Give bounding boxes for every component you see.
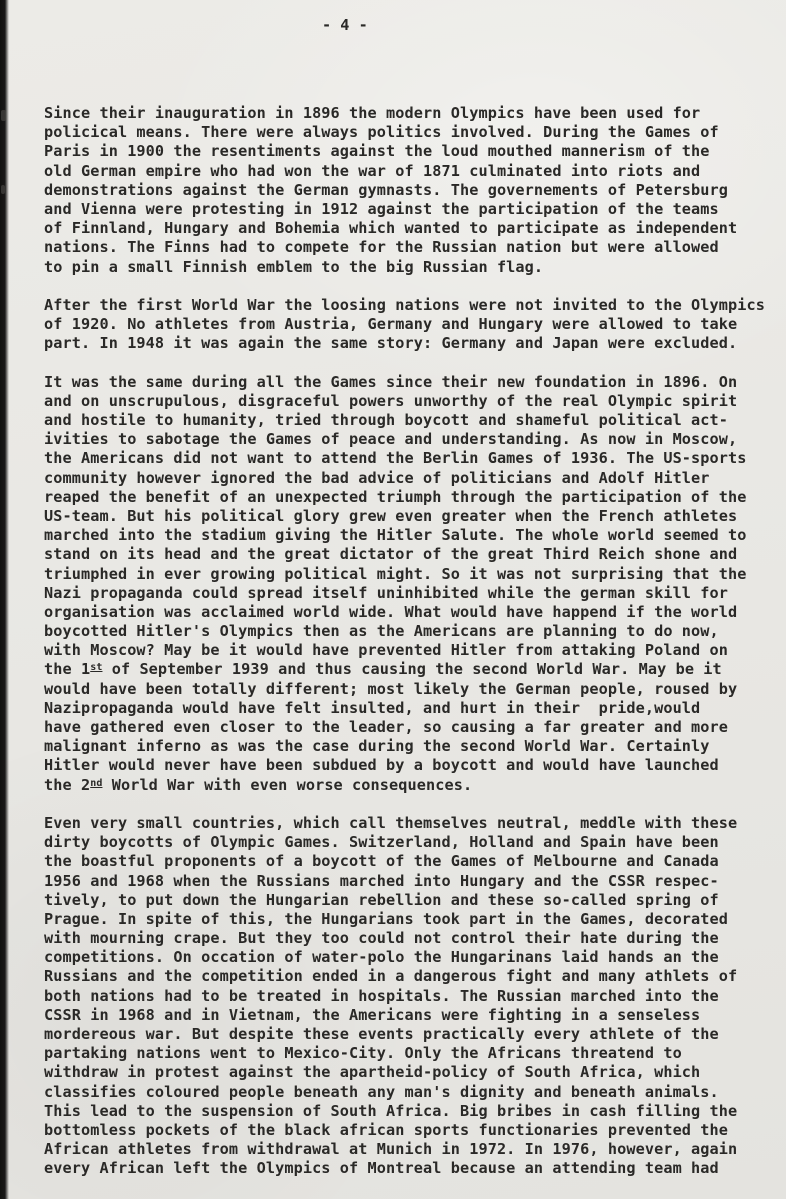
text-line: triumphed in ever growing political might. So it was not surprising that the [44,564,747,583]
text-line: Prague. In spite of this, the Hungarians took part in the Games, decorated [44,909,729,928]
scan-artifact [1,110,6,121]
text-line: the 1st of September 1939 and thus causing the second World War. May be it [44,660,722,679]
text-line: old German empire who had won the war of 1871 culminated into riots and [44,161,701,180]
text-line: Paris in 1900 the resentiments against the loud mouthed mannerism of the [44,142,710,161]
document-body [44,104,770,1198]
text-line: have gathered even closer to the leader, so causing a far greater and more [44,718,729,736]
text-line: and Vienna were protesting in 1912 against the participation of the teams [44,199,719,218]
text-line: boycotted Hitler's Olympics then as the Americans are planning to do now, [44,622,719,641]
paragraph [44,814,770,1179]
text-line: Even very small countries, which call themselves neutral, meddle with these [44,813,738,832]
text-line: stand on its head and the great dictator of the great Third Reich shone and [44,545,738,564]
text-line: bottomless pockets of the black african sports functionaries prevented the [44,1120,729,1139]
text-line: the Americans did not want to attend the Berlin Games of 1936. The US-sports [44,449,747,468]
text-line: African athletes from withdrawal at Munich in 1972. In 1976, however, again [44,1140,738,1159]
text-line: malignant inferno as was the case during the second World War. Certainly [44,737,710,756]
text-line: reaped the benefit of an unexpected triumph through the participation of the [44,487,747,506]
page-number: - 4 - [322,16,368,34]
paragraph [44,373,770,795]
text-line: CSSR in 1968 and in Vietnam, the Americans were fighting in a senseless [44,1005,701,1024]
text-line: ivities to sabotage the Games of peace and understanding. As now in Moscow, [44,430,738,449]
text-line: and hostile to humanity, tried through boycott and shameful political act- [44,411,729,429]
text-line: of Finnland, Hungary and Bohemia which wanted to participate as independent [44,219,738,238]
text-line: After the first World War the loosing nations were not invited to the Olympics [44,295,766,314]
text-line: competitions. On occation of water-polo the Hungarinans laid hands an the [44,948,719,967]
text-line: to pin a small Finnish emblem to the big Russian flag. [44,257,544,276]
text-line: nations. The Finns had to compete for the Russian nation but were allowed [44,238,719,257]
text-line: the boastful proponents of a boycott of the Games of Melbourne and Canada [44,852,719,871]
text-line: organisation was acclaimed world wide. What would have happend if the world [44,602,738,621]
text-line: policical means. There were always politics involved. During the Games of [44,123,719,142]
text-line: both nations had to be treated in hospitals. The Russian marched into the [44,986,719,1005]
text-line: mordereous war. But despite these events practically every athlete of the [44,1025,719,1043]
text-line: with mourning crape. But they too could not control their hate during the [44,929,719,948]
text-line: dirty boycotts of Olympic Games. Switzerland, Holland and Spain have been [44,833,719,852]
text-line: It was the same during all the Games since their new foundation in 1896. On [44,372,738,391]
text-line: partaking nations went to Mexico-City. Only the Africans threatend to [44,1044,682,1063]
paragraph [44,296,770,354]
text-line: Nazipropaganda would have felt insulted, and hurt in their pride,would [44,698,701,717]
text-line: tively, to put down the Hungarian rebellion and these so-called spring of [44,890,719,909]
text-line: Since their inauguration in 1896 the modern Olympics have been used for [44,104,701,122]
paragraph [44,104,770,277]
text-line: This lead to the suspension of South Africa. Big bribes in cash filling the [44,1101,738,1120]
text-line: classifies coloured people beneath any man's dignity and beneath animals. [44,1082,719,1101]
text-line: marched into the stadium giving the Hitler Salute. The whole world seemed to [44,526,747,545]
text-line: with Moscow? May be it would have prevented Hitler from attaking Poland on [44,641,729,660]
text-line: of 1920. No athletes from Austria, Germany and Hungary were allowed to take [44,315,738,334]
text-line: Nazi propaganda could spread itself uninhibited while the german skill for [44,583,729,602]
text-line: the 2nd World War with even worse consequences. [44,775,473,794]
scan-edge-shadow [0,0,9,1199]
text-line: 1956 and 1968 when the Russians marched into Hungary and the CSSR respec- [44,871,719,890]
text-line: Russians and the competition ended in a dangerous fight and many athlets of [44,967,738,986]
text-line: withdraw in protest against the apartheid-policy of South Africa, which [44,1063,701,1082]
text-line: every African left the Olympics of Montreal because an attending team had [44,1159,719,1178]
text-line: and on unscrupulous, disgraceful powers unworthy of the real Olympic spirit [44,391,738,410]
text-line: US-team. But his political glory grew even greater when the French athletes [44,506,738,525]
text-line: demonstrations against the German gymnasts. The governements of Petersburg [44,180,729,199]
text-line: community however ignored the bad advice of politicians and Adolf Hitler [44,468,710,487]
text-line: would have been totally different; most likely the German people, roused by [44,679,738,698]
text-line: part. In 1948 it was again the same story: Germany and Japan were excluded. [44,334,738,353]
scan-artifact [1,185,5,194]
text-line: Hitler would never have been subdued by a boycott and would have launched [44,756,719,775]
